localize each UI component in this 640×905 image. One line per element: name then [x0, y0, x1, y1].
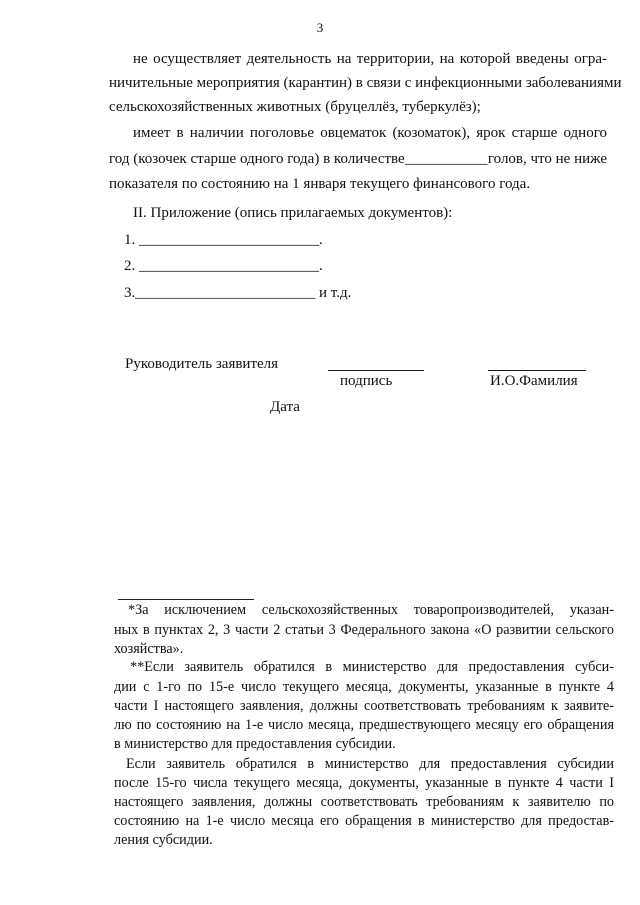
- footnote-3-line-2: после 15-го числа текущего месяца, документы, указанные в пункте 4 части I: [114, 775, 614, 791]
- para2-text-before-blank: год (козочек старше одного года) в количестве: [109, 151, 405, 167]
- livestock-count-blank[interactable]: ___________: [405, 151, 488, 167]
- attachment-item-blank[interactable]: ________________________: [139, 258, 319, 274]
- attachment-item-number: 3.: [124, 285, 136, 301]
- date-label: Дата: [270, 399, 300, 415]
- signature-role-label: Руководитель заявителя: [125, 356, 279, 372]
- attachment-item-blank[interactable]: ________________________: [135, 285, 316, 301]
- attachment-item-3: [124, 285, 351, 302]
- footnote-3-line-3: настоящего заявления, должны соответствовать требованиям к заявителю по: [114, 794, 614, 810]
- signature-caption: подпись: [340, 373, 393, 389]
- footnote-2-line-3: части I настоящего заявления, должны соответствовать требованиям к заявите-: [114, 698, 614, 714]
- footnote-separator: [118, 599, 254, 600]
- footnote-2-line-1: **Если заявитель обратился в министерство для предоставления субси-: [130, 659, 614, 675]
- para1-line-3: сельскохозяйственных животных (бруцеллёз, туберкулёз);: [109, 99, 481, 115]
- attachment-item-blank[interactable]: ________________________: [139, 232, 319, 248]
- footnote-2-line-5: в министерство для предоставления субсидии.: [114, 736, 396, 752]
- attachment-item-suffix: .: [319, 232, 323, 248]
- signature-line[interactable]: [328, 370, 424, 371]
- para1-line-1: не осуществляет деятельность на территории, на которой введены огра-: [133, 51, 607, 67]
- footnote-2-line-4: лю по состоянию на 1-е число месяца, предшествующего месяцу его обращения: [114, 717, 614, 733]
- footnote-3-line-5: ления субсидии.: [114, 832, 213, 848]
- section-2-title: II. Приложение (опись прилагаемых документов):: [133, 205, 453, 221]
- footnote-1-line-1: *За исключением сельскохозяйственных товаропроизводителей, указан-: [128, 602, 614, 618]
- footnote-1-line-2: ных в пунктах 2, 3 части 2 статьи 3 Федерального закона «О развитии сельского: [114, 622, 614, 638]
- attachment-item-suffix: .: [319, 258, 323, 274]
- footnote-1-line-3: хозяйства».: [114, 641, 184, 657]
- para1-line-2: ничительные мероприятия (карантин) в связи с инфекционными заболеваниями: [109, 75, 622, 91]
- attachment-item-number: 1.: [124, 232, 136, 248]
- footnote-2-line-2: дии с 1-го по 15-е число текущего месяца, документы, указанные в пункте 4: [114, 679, 614, 695]
- para2-text-after-blank: голов, что не ниже: [487, 151, 607, 167]
- name-line[interactable]: [488, 370, 586, 371]
- footnote-3-line-4: состоянию на 1-е число месяца его обращения в министерство для предостав-: [114, 813, 614, 829]
- attachment-item-suffix: и т.д.: [315, 285, 352, 301]
- page-number: 3: [316, 20, 324, 35]
- footnote-3-line-1: Если заявитель обратился в министерство для предоставления субсидии: [126, 756, 614, 772]
- attachment-item-number: 2.: [124, 258, 136, 274]
- para2-line-1: имеет в наличии поголовье овцематок (козоматок), ярок старше одного: [133, 125, 607, 141]
- para2-line-2: [109, 151, 607, 168]
- para2-line-3: показателя по состоянию на 1 января текущего финансового года.: [109, 176, 531, 192]
- name-caption: И.О.Фамилия: [490, 373, 578, 389]
- attachment-item-2: [124, 258, 323, 275]
- attachment-item-1: [124, 232, 323, 249]
